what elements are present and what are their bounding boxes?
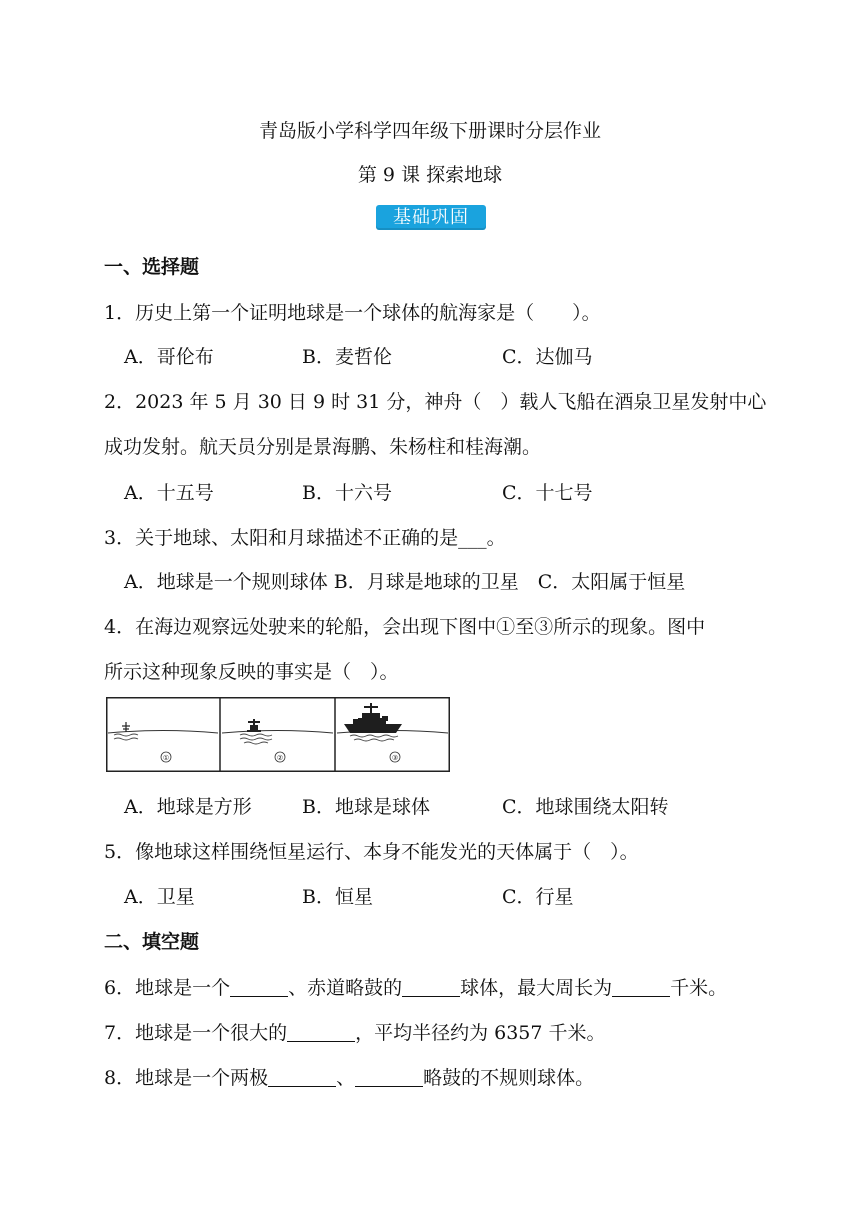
q7-text-1: 7．地球是一个很大的 [104, 1022, 288, 1044]
q8-blank-1[interactable] [268, 1068, 336, 1087]
question-2-line2: 成功发射。航天员分别是景海鹏、朱杨柱和桂海潮。 [104, 436, 542, 458]
q1-option-a: A．哥伦布 [124, 346, 214, 368]
question-7 [104, 1018, 606, 1045]
question-1: 1．历史上第一个证明地球是一个球体的航海家是（ ）。 [104, 302, 601, 324]
q8-text-1: 8．地球是一个两极 [104, 1067, 269, 1089]
q1-option-b: B．麦哲伦 [302, 346, 392, 368]
q6-text-3: 球体，最大周长为 [460, 977, 613, 999]
q2-option-c: C．十七号 [502, 482, 593, 504]
section-heading-fill: 二、填空题 [104, 931, 200, 953]
q5-option-b: B．恒星 [302, 886, 373, 908]
q4-option-c: C．地球围绕太阳转 [502, 796, 669, 818]
q8-text-2: 、 [336, 1067, 356, 1089]
q6-text-2: 、赤道略鼓的 [288, 977, 403, 999]
q3-options: A．地球是一个规则球体 B．月球是地球的卫星 C．太阳属于恒星 [124, 571, 686, 593]
question-4-line2: 所示这种现象反映的事实是（ ）。 [104, 661, 399, 683]
q8-blank-2[interactable] [355, 1068, 423, 1087]
lesson-title: 第 9 课 探索地球 [357, 164, 503, 186]
question-4-line1: 4．在海边观察远处驶来的轮船，会出现下图中①至③所示的现象。图中 [104, 616, 706, 638]
question-2-line1: 2．2023 年 5 月 30 日 9 时 31 分，神舟（ ）载人飞船在酒泉卫星发射中心 [104, 391, 767, 413]
q5-option-a: A．卫星 [124, 886, 195, 908]
section-heading-choice: 一、选择题 [104, 256, 200, 278]
q2-option-a: A．十五号 [124, 482, 214, 504]
q7-blank-1[interactable] [287, 1023, 355, 1042]
question-3: 3．关于地球、太阳和月球描述不正确的是___。 [104, 527, 506, 549]
section-badge: 基础巩固 [376, 205, 486, 230]
q4-option-a: A．地球是方形 [124, 796, 252, 818]
q6-text-4: 千米。 [670, 977, 728, 999]
panel-label-2: ② [276, 754, 284, 762]
worksheet-title: 青岛版小学科学四年级下册课时分层作业 [258, 120, 601, 142]
q4-option-b: B．地球是球体 [302, 796, 430, 818]
q2-option-b: B．十六号 [302, 482, 392, 504]
q6-text-1: 6．地球是一个 [104, 977, 231, 999]
panel-label-1: ① [162, 754, 170, 762]
q7-text-2: ，平均半径约为 6357 千米。 [355, 1022, 606, 1044]
question-8 [104, 1063, 594, 1090]
panel-label-3: ③ [391, 754, 399, 762]
q6-blank-2[interactable] [402, 978, 460, 997]
question-6 [104, 973, 727, 1000]
q6-blank-1[interactable] [230, 978, 288, 997]
q1-option-c: C．达伽马 [502, 346, 593, 368]
q8-text-3: 略鼓的不规则球体。 [423, 1067, 595, 1089]
q5-option-c: C．行星 [502, 886, 574, 908]
question-5: 5．像地球这样围绕恒星运行、本身不能发光的天体属于（ ）。 [104, 841, 639, 863]
q6-blank-3[interactable] [612, 978, 670, 997]
ship-horizon-figure [106, 697, 450, 772]
